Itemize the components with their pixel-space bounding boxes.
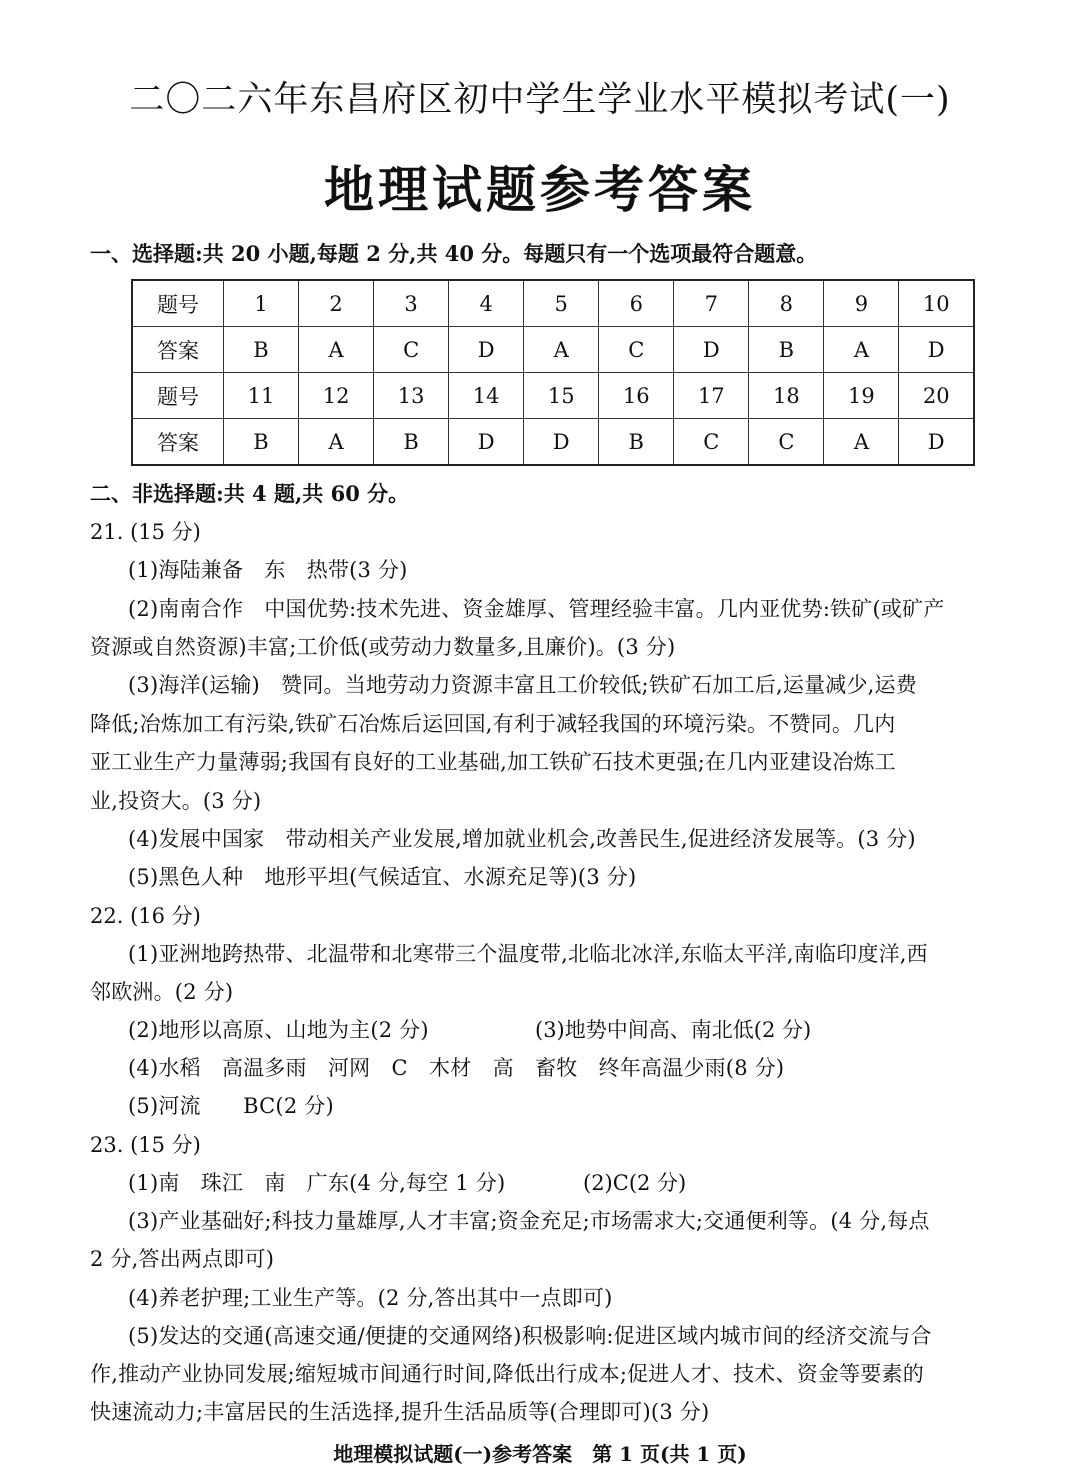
answer-line: (1)亚洲地跨热带、北温带和北寒带三个温度带,北临北冰洋,东临太平洋,南临印度洋,西 [128,942,928,966]
answer-line: 亚工业生产力量薄弱;我国有良好的工业基础,加工铁矿石技术更强;在几内亚建设冶炼工 [90,750,896,774]
answer-cell: D [674,327,749,373]
question-number: 20 [899,373,974,419]
answer-cell: A [524,327,599,373]
question-number: 6 [599,280,674,327]
page-footer: 地理模拟试题(一)参考答案 第 1 页(共 1 页) [333,1442,747,1466]
question-number: 19 [824,373,899,419]
answer-cell: B [224,419,299,466]
answer-line: 邻欧洲。(2 分) [90,980,234,1004]
question-number: 8 [749,280,824,327]
answer-line: 资源或自然资源)丰富;工价低(或劳动力数量多,且廉价)。(3 分) [90,635,676,659]
answer-cell: A [824,419,899,466]
answer-cell: B [749,327,824,373]
answer-line: (4)水稻 高温多雨 河网 C 木材 高 畜牧 终年高温少雨(8 分) [128,1056,785,1080]
question-number: 11 [224,373,299,419]
answer-line: (1)南 珠江 南 广东(4 分,每空 1 分) [128,1171,506,1195]
answer-cell: A [299,327,374,373]
answer-cell: A [824,327,899,373]
answer-line: (4)养老护理;工业生产等。(2 分,答出其中一点即可) [128,1286,613,1310]
question-number: 16 [599,373,674,419]
section2-heading: 二、非选择题:共 4 题,共 60 分。 [90,481,410,506]
answer-line: (3)产业基础好;科技力量雄厚,人才丰富;资金充足;市场需求大;交通便利等。(4 分,每点 [128,1209,930,1233]
document-title: 地理试题参考答案 [324,160,756,219]
answer-cell: B [224,327,299,373]
question-number: 3 [374,280,449,327]
answer-line: 作,推动产业协同发展;缩短城市间通行时间,降低出行成本;促进人才、技术、资金等要素的 [90,1362,924,1386]
q23-label: 23. (15 分) [90,1133,201,1157]
answer-line: 快速流动力;丰富居民的生活选择,提升生活品质等(合理即可)(3 分) [90,1400,710,1424]
q22-label: 22. (16 分) [90,904,201,928]
row-label-answer: 答案 [132,327,224,373]
answer-line: (3)海洋(运输) 赞同。当地劳动力资源丰富且工价较低;铁矿石加工后,运量减少,运费 [128,673,917,697]
question-number: 15 [524,373,599,419]
q21-label: 21. (15 分) [90,520,201,544]
question-number: 14 [449,373,524,419]
answer-line: (5)河流 BC(2 分) [128,1094,334,1118]
table-row [132,327,974,373]
answer-line: (1)海陆兼备 东 热带(3 分) [128,558,408,582]
question-number: 1 [224,280,299,327]
question-number: 7 [674,280,749,327]
answer-cell: B [599,419,674,466]
question-number: 18 [749,373,824,419]
answer-line: (5)发达的交通(高速交通/便捷的交通网络)积极影响:促进区域内城市间的经济交流与合 [128,1324,932,1348]
answer-cell: D [899,327,974,373]
answer-cell: B [374,419,449,466]
question-number: 9 [824,280,899,327]
question-number: 5 [524,280,599,327]
answer-line: 2 分,答出两点即可) [90,1247,275,1271]
answer-cell: D [524,419,599,466]
table-row [132,373,974,419]
answer-cell: C [749,419,824,466]
question-number: 17 [674,373,749,419]
answer-cell: D [449,419,524,466]
answer-cell: C [674,419,749,466]
question-number: 10 [899,280,974,327]
question-number: 12 [299,373,374,419]
answer-cell: C [374,327,449,373]
answer-line: 业,投资大。(3 分) [90,789,262,813]
question-number: 2 [299,280,374,327]
table-row [132,419,974,466]
row-label-question: 题号 [132,280,224,327]
table-row [132,280,974,327]
question-number: 4 [449,280,524,327]
answer-line: (2)地形以高原、山地为主(2 分) [128,1018,429,1042]
answer-line: (2)南南合作 中国优势:技术先进、资金雄厚、管理经验丰富。几内亚优势:铁矿(或矿产 [128,597,945,621]
section1-heading: 一、选择题:共 20 小题,每题 2 分,共 40 分。每题只有一个选项最符合题意。 [90,241,818,266]
answer-cell: D [899,419,974,466]
answer-line: (3)地势中间高、南北低(2 分) [535,1018,812,1042]
question-number: 13 [374,373,449,419]
answer-line: (5)黑色人种 地形平坦(气候适宜、水源充足等)(3 分) [128,865,637,889]
answer-line: (4)发展中国家 带动相关产业发展,增加就业机会,改善民生,促进经济发展等。(3 分) [128,827,916,851]
row-label-question: 题号 [132,373,224,419]
answer-table [131,279,975,466]
exam-title: 二〇二六年东昌府区初中学生学业水平模拟考试(一) [129,80,951,120]
answer-cell: C [599,327,674,373]
answer-cell: D [449,327,524,373]
row-label-answer: 答案 [132,419,224,466]
answer-cell: A [299,419,374,466]
answer-line: (2)C(2 分) [583,1171,687,1195]
answer-line: 降低;冶炼加工有污染,铁矿石冶炼后运回国,有利于减轻我国的环境污染。不赞同。几内 [90,712,896,736]
